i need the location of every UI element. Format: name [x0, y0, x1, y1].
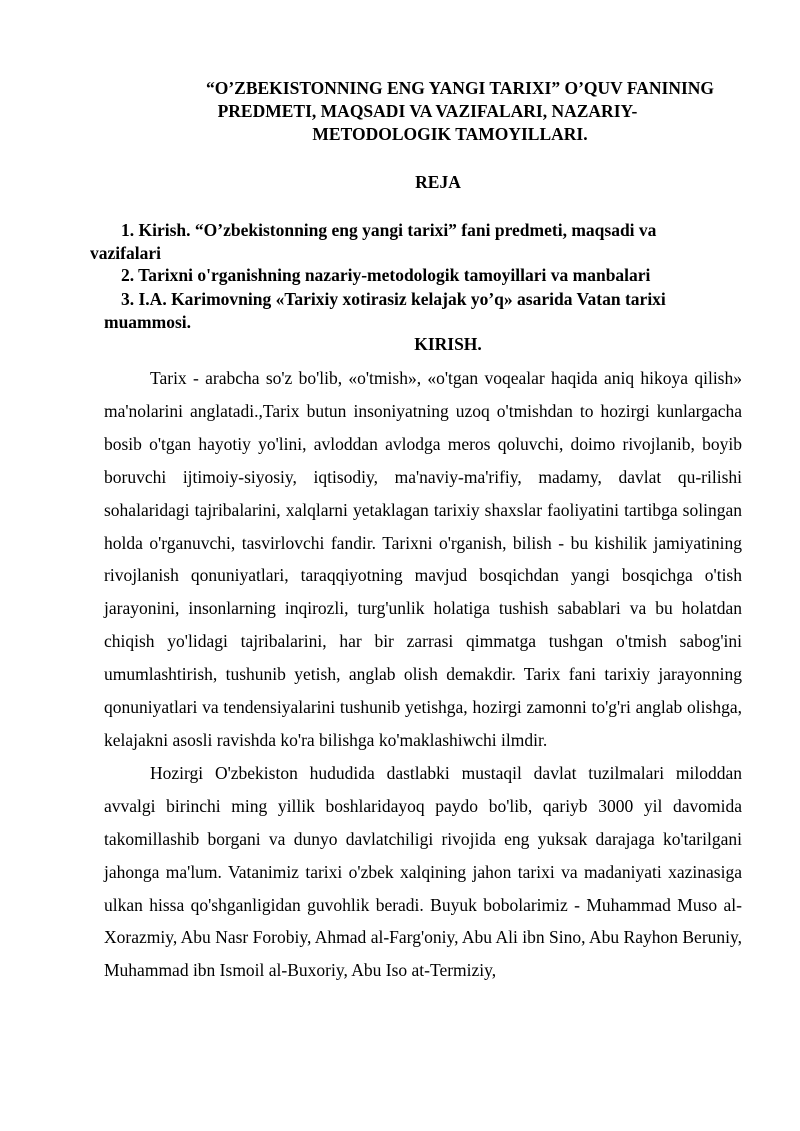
paragraph: Hozirgi O'zbekiston hududida dastlabki mustaqil davlat tuzilmalari miloddan avvalgi birinchi ming yillik boshlaridayoq paydo bo'lib, qariyb 3000 yil davomida takomillashib borgani va dunyo davlatchiligi rivojida eng yuksak darajaga ko'tarilgani jahonga ma'lum. Vatanimiz tarixi o'zbek xalqining jahon tarixi va madaniyati xazinasiga ulkan hissa qo'shganligidan guvohlik beradi. Buyuk bobolarimiz - Muhammad Muso al-Xorazmiy, Abu Nasr Forobiy, Ahmad al-Farg'oniy, Abu Ali ibn Sino, Abu Rayhon Beruniy, Muhammad ibn Ismoil al-Buxoriy, Abu Iso at-Termiziy,: [104, 762, 742, 981]
title-line: “O’ZBEKISTONNING ENG YANGI TARIXI” O’QUV FANINING: [205, 78, 715, 98]
plan-item: 3. I.A. Karimovning «Tarixiy xotirasiz kelajak yo’q» asarida Vatan tarixi: [121, 289, 666, 309]
plan-item-continuation: vazifalari: [90, 243, 161, 263]
plan-item-continuation: muammosi.: [104, 312, 192, 332]
plan-heading: REJA: [415, 172, 461, 192]
title-line: METODOLOGIK TAMOYILLARI.: [312, 124, 588, 144]
plan-item: 1. Kirish. “O’zbekistonning eng yangi tarixi” fani predmeti, maqsadi va: [121, 220, 657, 240]
paragraph: Tarix - arabcha so'z bo'lib, «o'tmish», «o'tgan voqealar haqida aniq hikoya qilish» ma'nolarini anglatadi.,Tarix butun insoniyatning uzoq o'tmishdan to hozirgi kunlargacha bosib o'tgan hayotiy yo'lini, avloddan avlodga meros qoluvchi, doimo rivojlanib, boyib boruvchi ijtimoiy-siyosiy, iqtisodiy, ma'naviy-ma'rifiy, madamy, davlat qu-rilishi sohalaridagi tajribalarini, xalqlarni yetaklagan tarixiy shaxslar faoliyatini tartibga solingan holda o'rganuvchi, tasvirlovchi fandir. Tarixni o'rganish, bilish - bu kishilik jamiyatining rivojlanish qonuniyatlari, taraqqiyotning mavjud bosqichdan yangi bosqichga o'tish jarayonini, insonlarning inqirozli, turg'unlik holatiga tushish sabablari va bu holatdan chiqish yo'lidagi tajribalarini, har bir zarrasi qimmatga tushgan o'tmish sabog'ini umumlashtirish, tushunib yetish, anglab olish demakdir. Tarix fani tarixiy jarayonning qonuniyatlari va tendensiyalarini tushunib yetishga, hozirgi zamonni to'g'ri anglab olishga, kelajakni asosli ravishda ko'ra bilishga ko'maklashiwchi ilmdir.: [104, 368, 742, 750]
body-text: [104, 362, 742, 987]
document-title: [130, 77, 770, 146]
section-heading: KIRISH.: [414, 334, 482, 354]
title-line: PREDMETI, MAQSADI VA VAZIFALARI, NAZARIY-: [217, 101, 638, 121]
plan-item: 2. Tarixni o'rganishning nazariy-metodologik tamoyillari va manbalari: [121, 265, 651, 285]
